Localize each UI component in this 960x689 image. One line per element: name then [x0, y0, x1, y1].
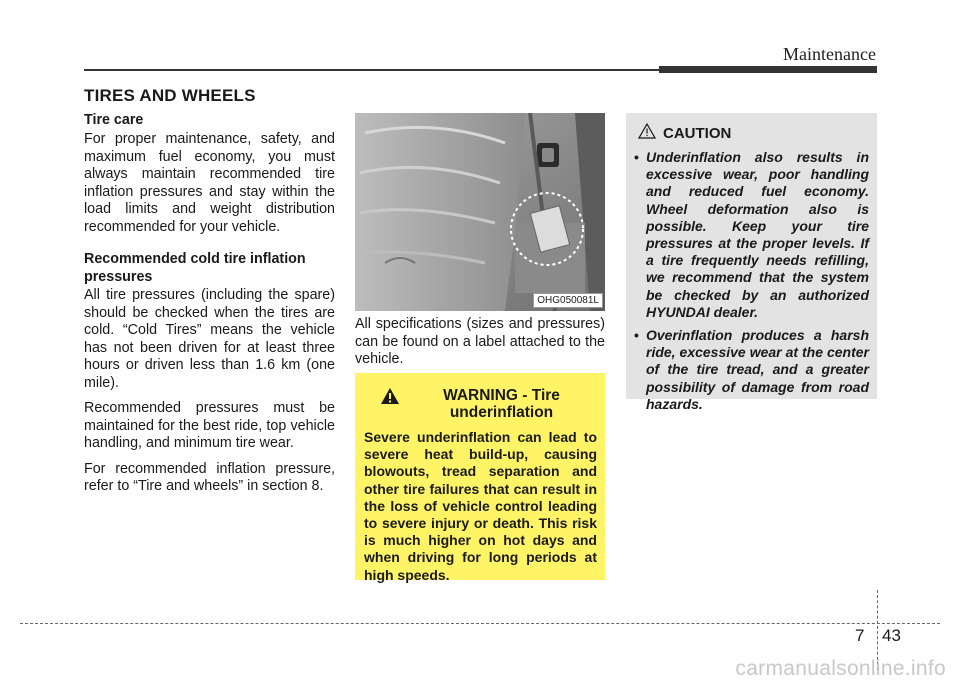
watermark[interactable]: carmanualsonline.info [735, 657, 946, 680]
page-title: TIRES AND WHEELS [84, 86, 256, 105]
caution-title: CAUTION [663, 125, 732, 142]
caution-box [626, 113, 877, 412]
caution-item-text: Underinflation also results in excessive wear, poor handling and reduced fuel economy. Wheel deformation also is possible. Keep your tire pressures at the proper levels. If a tire frequently needs refilling, we recommend that the system be checked by an authorized HYUNDAI dealer. [646, 149, 869, 320]
bullet-icon: • [634, 327, 639, 344]
warning-text: Severe underinflation can lead to severe heat build-up, causing blowouts, tread separation and other tire failures that can result in the loss of vehicle control leading to severe injury or death. This risk is much higher on hot days and when driving for long periods at high speeds. [364, 429, 597, 583]
caution-header [632, 123, 869, 144]
warning-header [364, 387, 597, 421]
caution-triangle-icon [638, 123, 656, 144]
warning-triangle-icon [380, 387, 400, 410]
photo-code: OHG050081L [533, 293, 603, 308]
chapter-number: 7 [855, 626, 865, 645]
caution-list [632, 149, 869, 413]
tire-care-text [84, 131, 335, 236]
inflation-paragraph: For recommended inflation pressure, refer to “Tire and wheels” in section 8. [84, 460, 335, 494]
door-pillar-illustration [355, 113, 605, 311]
inflation-text [84, 287, 335, 504]
tire-care-paragraph: For proper maintenance, safety, and maximum fuel economy, you must always maintain recommended tire inflation pressures and stay within the load limits and weight distribution recommended for your vehicle. [84, 131, 335, 235]
section-name: Maintenance [783, 44, 876, 64]
page-number: 43 [882, 626, 901, 645]
footer-rule [20, 623, 940, 624]
inflation-paragraph: All tire pressures (including the spare) should be checked when the tires are cold. “Cold Tires” means the vehicle has not been driven for at least three hours or driven less than 1.6 km (one mile). [84, 287, 335, 391]
caution-item [632, 327, 869, 413]
header-rule-thick [659, 66, 877, 73]
spec-text: All specifications (sizes and pressures) can be found on a label attached to the vehicle. [355, 316, 605, 367]
door-pillar-photo [355, 113, 605, 311]
tire-care-heading: Tire care [84, 112, 144, 128]
bullet-icon: • [634, 149, 639, 165]
caution-item [632, 149, 869, 321]
inflation-heading: Recommended cold tire inflation pressures [84, 251, 306, 285]
caution-item-text: Overinflation produces a harsh ride, excessive wear at the center of the tire tread, and a greater possibility of damage from road hazards. [646, 327, 869, 412]
warning-box [355, 373, 605, 583]
inflation-paragraph: Recommended pressures must be maintained for the best ride, top vehicle handling, and minimum tire wear. [84, 400, 335, 451]
warning-title: WARNING - Tire underinflation [443, 387, 560, 421]
header-rule [84, 69, 659, 71]
